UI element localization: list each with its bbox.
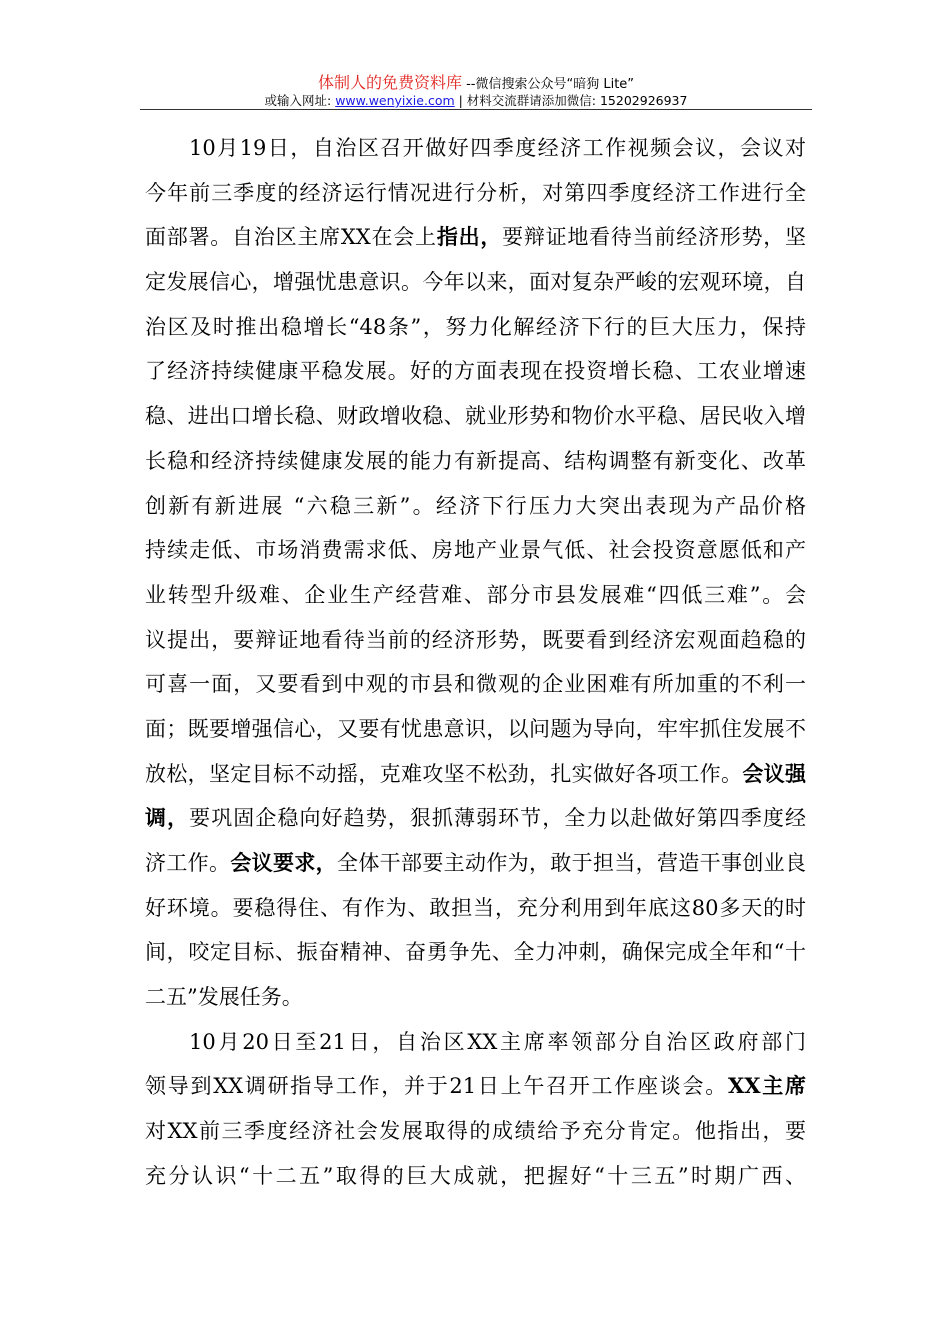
text-line (145, 439, 806, 484)
text-segment: 领导到XX调研指导工作，并于21日上午召开工作座谈会。 (145, 1074, 728, 1099)
website-link[interactable]: www.wenyixie.com (335, 93, 455, 108)
text-segment: 业转型升级难、企业生产经营难、部分市县发展难“四低三难”。会 (145, 582, 806, 607)
text-segment: 间，咬定目标、振奋精神、奋勇争先、全力冲刺，确保完成全年和“十 (145, 940, 806, 965)
bold-text: 指出， (436, 224, 503, 250)
bold-text: 会议要求， (230, 850, 338, 875)
text-segment: 长稳和经济持续健康发展的能力有新提高、结构调整有新变化、改革 (145, 448, 806, 473)
text-segment: 今年前三季度的经济运行情况进行分析，对第四季度经济工作进行全 (145, 180, 806, 205)
header-subtitle: --微信搜索公众号“暗狗 Lite” (461, 77, 635, 92)
text-segment: 二五”发展任务。 (145, 985, 303, 1010)
text-segment: 全体干部要主动作为，敢于担当，营造干事创业良 (337, 851, 807, 875)
text-line (145, 707, 806, 752)
text-segment: 稳、进出口增长稳、财政增收稳、就业形势和物价水平稳、居民收入增 (145, 404, 806, 429)
bold-text: XX主席 (727, 1073, 806, 1099)
text-line (145, 171, 806, 216)
text-line (145, 484, 806, 529)
text-line (145, 573, 806, 618)
text-segment: 面部署。自治区主席XX在会上 (145, 225, 437, 250)
text-line (145, 796, 806, 841)
text-line (145, 126, 806, 171)
text-segment: 10月20日至21日，自治区XX主席率领部分自治区政府部门 (189, 1029, 806, 1054)
text-segment: 要巩固企稳向好趋势，狠抓薄弱环节，全力以赴做好第四季度经 (189, 806, 807, 831)
text-line (145, 662, 806, 707)
text-line (145, 215, 806, 260)
bold-text: 会议强 (742, 760, 807, 786)
text-segment: 充分认识“十二五”取得的巨大成就，把握好“十三五”时期广西、 (145, 1163, 806, 1188)
text-segment: 定发展信心，增强忧患意识。今年以来，面对复杂严峻的宏观环境，自 (145, 270, 806, 295)
text-line (145, 260, 806, 305)
url-prefix: 或输入网址: (264, 93, 336, 108)
text-segment: 持续走低、市场消费需求低、房地产业景气低、社会投资意愿低和产 (145, 538, 806, 563)
text-segment: 10月19日，自治区召开做好四季度经济工作视频会议，会议对 (189, 136, 806, 160)
text-line (145, 349, 806, 394)
text-segment: 可喜一面，又要看到中观的市县和微观的企业困难有所加重的不利一 (145, 672, 806, 697)
text-segment: 要辩证地看待当前经济形势，坚 (502, 225, 807, 250)
text-segment: 面；既要增强信心，又要有忧患意识，以问题为导向，牢牢抓住发展不 (145, 716, 806, 741)
text-line (145, 528, 806, 573)
text-line (145, 1064, 806, 1109)
text-segment: 治区及时推出稳增长“48条”，努力化解经济下行的巨大压力，保持 (145, 314, 806, 339)
text-segment: 了经济持续健康平稳发展。好的方面表现在投资增长稳、工农业增速 (145, 359, 806, 384)
text-segment: 济工作。 (145, 851, 231, 875)
bold-text: 调， (145, 805, 190, 831)
text-line (145, 305, 806, 350)
header-contact-line (140, 91, 812, 109)
text-segment: 放松，坚定目标不动摇，克难攻坚不松劲，扎实做好各项工作。 (145, 761, 743, 786)
text-line (145, 618, 806, 663)
text-line (145, 1154, 806, 1199)
text-line (145, 886, 806, 931)
text-line (145, 1020, 806, 1065)
document-body (145, 126, 806, 1199)
header-divider (140, 109, 812, 110)
text-segment: 创新有新进展 “六稳三新”。经济下行压力大突出表现为产品价格 (145, 493, 806, 518)
contact-info: | 材料交流群请添加微信: 15202926937 (454, 93, 688, 108)
header-title: 体制人的免费资料库 (317, 73, 462, 92)
text-line (145, 975, 806, 1020)
text-line (145, 841, 806, 886)
text-line (145, 930, 806, 975)
text-line (145, 1109, 806, 1154)
text-segment: 好环境。要稳得住、有作为、敢担当，充分利用到年底这80多天的时 (145, 895, 806, 920)
text-segment: 对XX前三季度经济社会发展取得的成绩给予充分肯定。他指出，要 (145, 1119, 806, 1144)
text-segment: 议提出，要辩证地看待当前的经济形势，既要看到经济宏观面趋稳的 (145, 627, 806, 652)
text-line (145, 394, 806, 439)
watermark-header (140, 70, 812, 93)
text-line (145, 752, 806, 797)
